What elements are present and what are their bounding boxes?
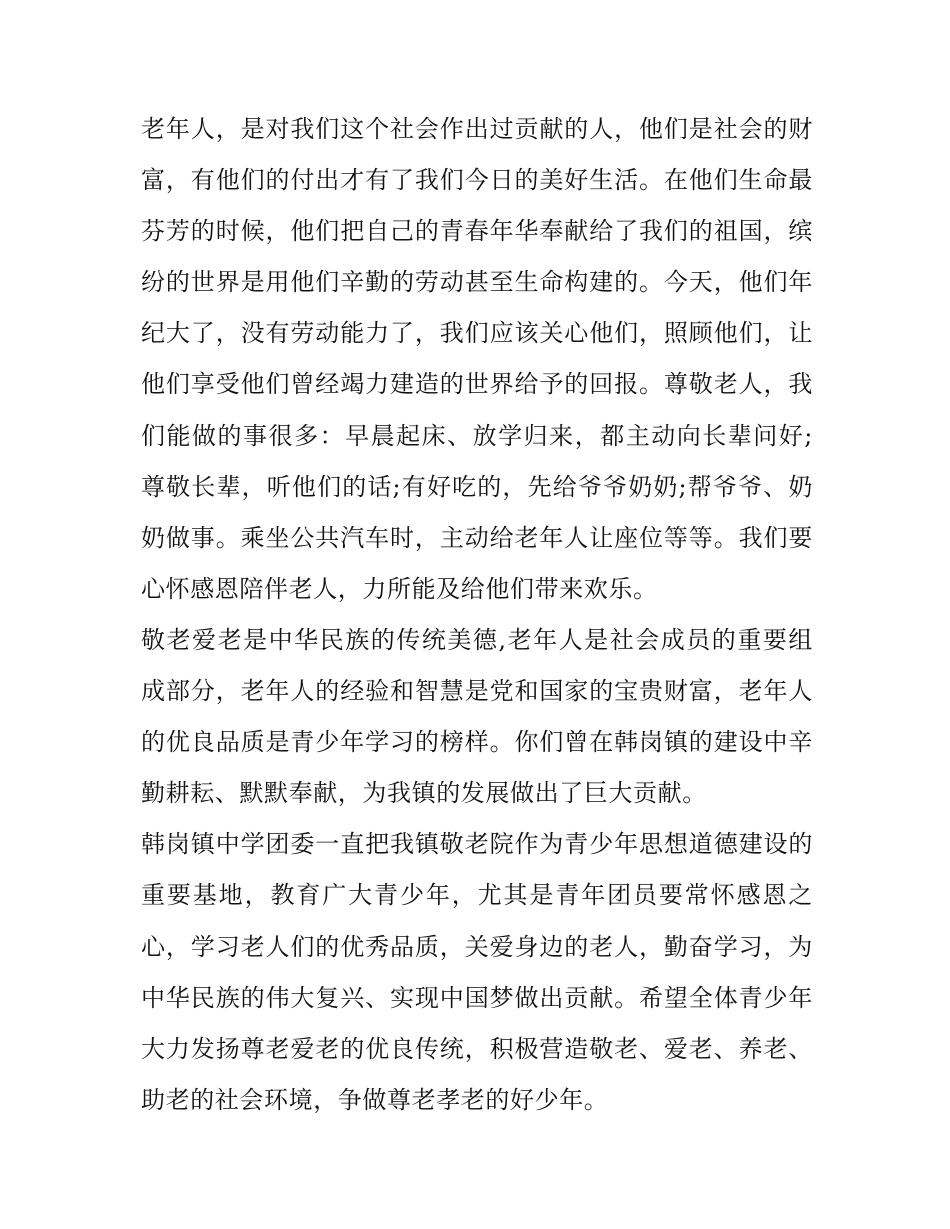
paragraph-line: 中华民族的伟大复兴、实现中国梦做出贡献。希望全体青少年 bbox=[141, 983, 813, 1012]
paragraph-line: 重要基地，教育广大青少年，尤其是青年团员要常怀感恩之 bbox=[141, 881, 813, 910]
paragraph-line: 芬芳的时候，他们把自己的青春年华奉献给了我们的祖国，缤 bbox=[141, 217, 813, 246]
paragraph-line: 勤耕耘、默默奉献，为我镇的发展做出了巨大贡献。 bbox=[141, 779, 707, 808]
paragraph-2 bbox=[141, 615, 813, 819]
paragraph-line: 韩岗镇中学团委一直把我镇敬老院作为青少年思想道德建设的 bbox=[141, 830, 813, 859]
paragraph-line: 老年人，是对我们这个社会作出过贡献的人，他们是社会的财 bbox=[141, 115, 813, 143]
paragraph-line: 们能做的事很多：早晨起床、放学归来，都主动向长辈问好; bbox=[141, 421, 813, 450]
paragraph-line: 纷的世界是用他们辛勤的劳动甚至生命构建的。今天，他们年 bbox=[141, 268, 813, 297]
paragraph-line: 富，有他们的付出才有了我们今日的美好生活。在他们生命最 bbox=[141, 166, 813, 195]
paragraph-line: 纪大了，没有劳动能力了，我们应该关心他们，照顾他们，让 bbox=[141, 319, 813, 348]
paragraph-line: 他们享受他们曾经竭力建造的世界给予的回报。尊敬老人，我 bbox=[141, 370, 813, 399]
paragraph-line: 大力发扬尊老爱老的优良传统，积极营造敬老、爱老、养老、 bbox=[141, 1034, 813, 1063]
paragraph-3 bbox=[141, 819, 813, 1126]
paragraph-line: 心怀感恩陪伴老人，力所能及给他们带来欢乐。 bbox=[141, 574, 658, 603]
paragraph-line: 助老的社会环境，争做尊老孝老的好少年。 bbox=[141, 1085, 609, 1114]
paragraph-line: 尊敬长辈，听他们的话;有好吃的，先给爷爷奶奶;帮爷爷、奶 bbox=[141, 472, 813, 501]
document-body bbox=[141, 104, 813, 1126]
paragraph-line: 成部分，老年人的经验和智慧是党和国家的宝贵财富，老年人 bbox=[141, 677, 813, 706]
paragraph-line: 心，学习老人们的优秀品质，关爱身边的老人，勤奋学习，为 bbox=[141, 932, 813, 961]
paragraph-line: 的优良品质是青少年学习的榜样。你们曾在韩岗镇的建设中辛 bbox=[141, 728, 813, 757]
paragraph-line: 敬老爱老是中华民族的传统美德,老年人是社会成员的重要组 bbox=[141, 625, 813, 654]
paragraph-line: 奶做事。乘坐公共汽车时，主动给老年人让座位等等。我们要 bbox=[141, 523, 813, 552]
paragraph-1 bbox=[141, 104, 813, 615]
